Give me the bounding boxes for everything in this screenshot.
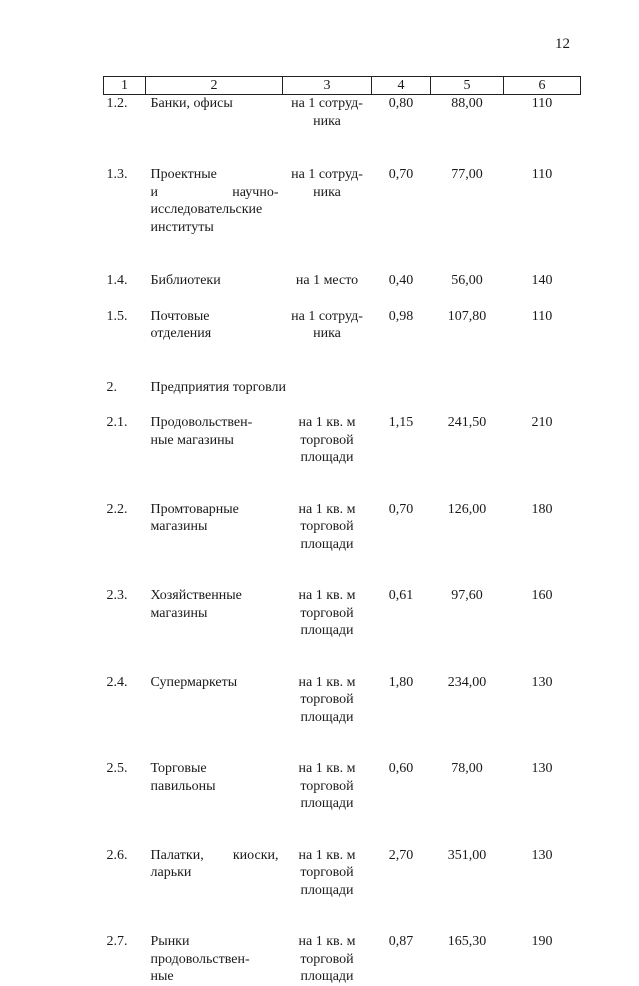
row-name-line: институты — [150, 219, 214, 235]
column-header: 4 — [372, 77, 431, 95]
row-name — [146, 166, 283, 272]
table-row — [104, 272, 581, 308]
row-number: 2.5. — [106, 761, 128, 776]
row-name-line: Рынки — [150, 934, 190, 949]
row-value-4: 0,70 — [388, 501, 414, 517]
row-value-4: 0,40 — [388, 273, 414, 288]
row-value-6: 130 — [531, 674, 553, 690]
table-row — [104, 414, 581, 501]
row-unit-line: площади — [300, 709, 354, 725]
row-unit-line: ника — [313, 113, 341, 129]
row-name — [146, 272, 283, 308]
row-unit-line: на 1 место — [295, 273, 359, 288]
row-value-4: 1,80 — [388, 674, 414, 690]
row-number: 2.7. — [106, 934, 128, 949]
row-unit — [283, 501, 372, 588]
row-unit-line: на 1 кв. м — [298, 934, 356, 949]
row-name-line: исследовательские — [150, 202, 263, 217]
table-row — [104, 308, 581, 379]
row-value-5: 234,00 — [447, 674, 487, 690]
row-unit — [283, 95, 372, 167]
row-unit-line: площади — [300, 882, 354, 898]
row-name-line: отделения — [150, 326, 212, 341]
row-value-6: 210 — [531, 415, 553, 430]
row-name-line: Торговые — [150, 761, 207, 776]
row-name — [146, 501, 283, 588]
table-row — [104, 587, 581, 674]
row-number: 1.5. — [106, 308, 128, 324]
row-value-5: 78,00 — [451, 761, 483, 776]
row-unit-line: площади — [300, 796, 354, 811]
column-header: 5 — [431, 77, 504, 95]
row-unit-line: торговой — [300, 432, 354, 448]
row-value-6: 110 — [531, 167, 553, 182]
row-name — [146, 95, 283, 167]
table-row — [104, 674, 581, 761]
row-name-line: и научно- — [150, 184, 279, 200]
row-value-4: 2,70 — [388, 847, 414, 863]
row-value-4: 0,80 — [388, 96, 414, 111]
row-name-line: магазины — [150, 519, 208, 534]
row-value-6: 160 — [531, 588, 553, 603]
table-row — [104, 933, 581, 986]
row-value-5: 56,00 — [451, 273, 483, 288]
table-row — [104, 379, 581, 415]
row-value-5: 97,60 — [451, 588, 483, 603]
row-number: 2. — [106, 379, 117, 395]
row-unit-line: торговой — [300, 778, 354, 794]
row-name-line: Супермаркеты — [150, 674, 238, 690]
row-unit — [283, 414, 372, 501]
row-value-4: 0,60 — [388, 761, 414, 776]
table-row — [104, 501, 581, 588]
row-value-6: 130 — [531, 847, 553, 863]
row-unit-line: торговой — [300, 605, 354, 621]
row-value-6: 190 — [531, 934, 553, 949]
row-name-line: Проектные — [150, 167, 217, 182]
row-name-line: магазины — [150, 605, 208, 621]
row-value-4: 0,87 — [388, 934, 414, 949]
row-value-5: 126,00 — [447, 501, 487, 517]
row-name — [146, 933, 283, 986]
row-unit-line: на 1 кв. м — [298, 588, 356, 603]
row-name-line: продовольствен- — [150, 951, 250, 967]
row-name-line: павильоны — [150, 778, 216, 794]
row-name — [146, 414, 283, 501]
row-name-line: Хозяйственные — [150, 588, 242, 603]
row-unit — [283, 587, 372, 674]
row-name-line: Промтоварные — [150, 501, 239, 517]
row-number: 2.3. — [106, 588, 128, 603]
row-unit-line: на 1 кв. м — [298, 761, 356, 776]
row-name-line: Банки, офисы — [150, 96, 233, 111]
row-value-4: 0,98 — [388, 308, 414, 324]
row-unit-line: на 1 кв. м — [298, 501, 356, 517]
table-row — [104, 847, 581, 934]
row-name — [146, 847, 283, 934]
table-header-row — [104, 77, 581, 95]
section-title: Предприятия торговли — [150, 379, 286, 395]
row-unit-line: на 1 кв. м — [298, 415, 356, 430]
column-header: 3 — [283, 77, 372, 95]
row-name — [146, 587, 283, 674]
column-header: 6 — [504, 77, 581, 95]
row-name — [146, 674, 283, 761]
row-value-4: 0,61 — [388, 588, 414, 603]
row-value-6: 140 — [531, 273, 553, 288]
row-value-5: 165,30 — [447, 934, 487, 949]
row-value-6: 110 — [531, 96, 553, 111]
column-header: 2 — [146, 77, 283, 95]
row-unit-line: торговой — [300, 519, 354, 534]
row-unit-line: на 1 кв. м — [298, 674, 356, 690]
row-unit — [283, 847, 372, 934]
row-name-line: Продовольствен- — [150, 415, 253, 430]
row-value-5: 241,50 — [447, 415, 487, 430]
row-name-line: Библиотеки — [150, 273, 221, 288]
table-row — [104, 95, 581, 167]
row-unit — [283, 166, 372, 272]
row-name — [146, 308, 283, 379]
table-row — [104, 760, 581, 847]
row-unit-line: ника — [313, 326, 341, 341]
row-unit-line: площади — [300, 450, 354, 465]
row-unit — [283, 308, 372, 379]
row-name — [146, 760, 283, 847]
row-number: 2.6. — [106, 847, 128, 863]
row-unit-line: ника — [313, 184, 341, 200]
row-name-line: ные магазины — [150, 432, 234, 448]
row-value-5: 107,80 — [447, 308, 487, 324]
row-unit-line: на 1 кв. м — [298, 847, 356, 863]
row-number: 2.2. — [106, 501, 128, 517]
row-name-line: Почтовые — [150, 308, 210, 324]
row-unit-line: на 1 сотруд- — [291, 308, 363, 324]
row-value-5: 77,00 — [451, 167, 483, 182]
row-value-5: 351,00 — [447, 847, 487, 863]
page-number: 12 — [555, 36, 570, 52]
row-unit-line: торговой — [300, 951, 354, 967]
column-header: 1 — [104, 77, 146, 95]
row-name — [146, 379, 581, 415]
row-unit-line: на 1 сотруд- — [291, 96, 363, 111]
row-unit-line: торговой — [300, 692, 354, 707]
row-number: 1.2. — [106, 96, 128, 111]
row-unit-line: площади — [300, 969, 354, 984]
row-value-6: 180 — [531, 501, 553, 517]
row-unit-line: площади — [300, 536, 354, 552]
row-number: 1.3. — [106, 167, 128, 182]
row-value-5: 88,00 — [451, 96, 483, 111]
row-name-line: Палатки, киоски, — [150, 847, 279, 863]
row-unit-line: площади — [300, 623, 354, 638]
row-unit — [283, 674, 372, 761]
row-number: 2.1. — [106, 415, 128, 430]
table-row — [104, 166, 581, 272]
row-unit — [283, 272, 372, 308]
row-unit — [283, 933, 372, 986]
row-name-line: ларьки — [150, 865, 192, 880]
row-value-6: 130 — [531, 761, 553, 776]
row-number: 1.4. — [106, 273, 128, 288]
row-value-6: 110 — [531, 308, 553, 324]
row-unit-line: торговой — [300, 865, 354, 880]
row-name-line: ные — [150, 969, 174, 984]
row-unit-line: на 1 сотруд- — [291, 167, 363, 182]
row-value-4: 1,15 — [388, 415, 414, 430]
row-value-4: 0,70 — [388, 167, 414, 182]
row-number: 2.4. — [106, 674, 128, 690]
row-unit — [283, 760, 372, 847]
norms-table — [103, 76, 581, 986]
